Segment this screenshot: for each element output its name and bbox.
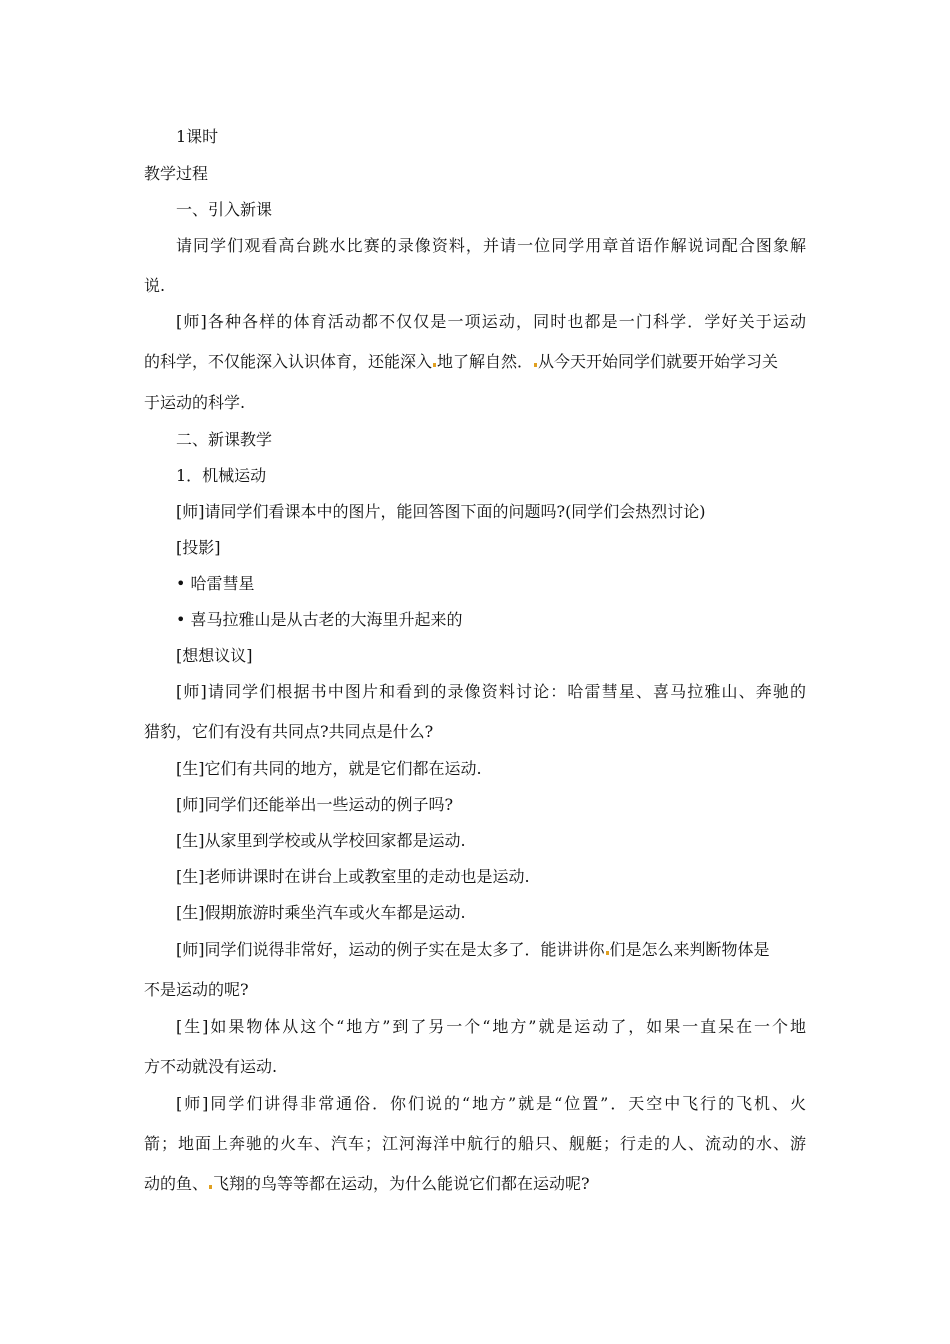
text-run: 飞翔的鸟等等都在运动，为什么能说它们都在运动呢? [213,1174,590,1193]
paragraph-line: 说. [144,276,166,295]
paragraph-line: 请同学们观看高台跳水比赛的录像资料，并请一位同学用章首语作解说词配合图象解 [176,236,806,255]
label-projection: [投影] [176,538,221,557]
bullet-item: • 哈雷彗星 [176,574,255,593]
paragraph-line: [师]各种各样的体育活动都不仅仅是一项运动，同时也都是一门科学．学好关于运动 [176,312,806,331]
text-run: 从今天开始同学们就要开始学习关 [538,352,779,371]
dialogue-line: [生]假期旅游时乘坐汽车或火车都是运动. [176,903,466,922]
dialogue-line: [生]它们有共同的地方，就是它们都在运动. [176,759,482,778]
text-run: 动的鱼、 [144,1174,209,1193]
text-run: 们是怎么来判断物体是 [609,940,770,959]
marker-dot [433,363,436,367]
paragraph-line [144,1174,590,1194]
paragraph-line: 于运动的科学. [144,393,246,412]
subheading-new-lesson: 二、新课教学 [176,430,273,449]
dialogue-line: [生]从家里到学校或从学校回家都是运动. [176,831,466,850]
dialogue-line: [师]同学们讲得非常通俗．你们说的“地方”就是“位置”．天空中飞行的飞机、火 [176,1094,806,1113]
text-run: 的科学，不仅能深入认识体育，还能深入 [144,352,433,371]
subheading-mechanical-motion: 1．机械运动 [176,466,267,485]
marker-dot [606,951,609,955]
section-heading-teaching-process: 教学过程 [144,164,209,183]
dialogue-line: [师]同学们还能举出一些运动的例子吗? [176,795,454,814]
paragraph-line [144,352,778,372]
subheading-introduction: 一、引入新课 [176,200,273,219]
bullet-item: • 喜马拉雅山是从古老的大海里升起来的 [176,610,463,629]
paragraph-line: 不是运动的呢? [144,980,249,999]
paragraph-line: [师]请同学们根据书中图片和看到的录像资料讨论：哈雷彗星、喜马拉雅山、奔驰的 [176,682,806,701]
dialogue-line: [生]如果物体从这个“地方”到了另一个“地方”就是运动了，如果一直呆在一个地 [176,1017,806,1036]
paragraph-line: [师]请同学们看课本中的图片，能回答图下面的问题吗?(同学们会热烈讨论) [176,502,706,521]
dialogue-line [176,940,770,960]
paragraph-line: 猎豹，它们有没有共同点?共同点是什么? [144,722,434,741]
text-run: [师]同学们说得非常好，运动的例子实在是太多了．能讲讲你 [176,940,605,959]
paragraph-line: 箭；地面上奔驰的火车、汽车；江河海洋中航行的船只、舰艇；行走的人、流动的水、游 [144,1134,806,1153]
marker-dot [534,363,537,367]
text-run: 地了解自然． [437,352,534,371]
label-discussion: [想想议议] [176,646,253,665]
lesson-period: 1课时 [176,127,219,146]
dialogue-line: [生]老师讲课时在讲台上或教室里的走动也是运动. [176,867,530,886]
marker-dot [209,1185,212,1189]
paragraph-line: 方不动就没有运动. [144,1057,278,1076]
